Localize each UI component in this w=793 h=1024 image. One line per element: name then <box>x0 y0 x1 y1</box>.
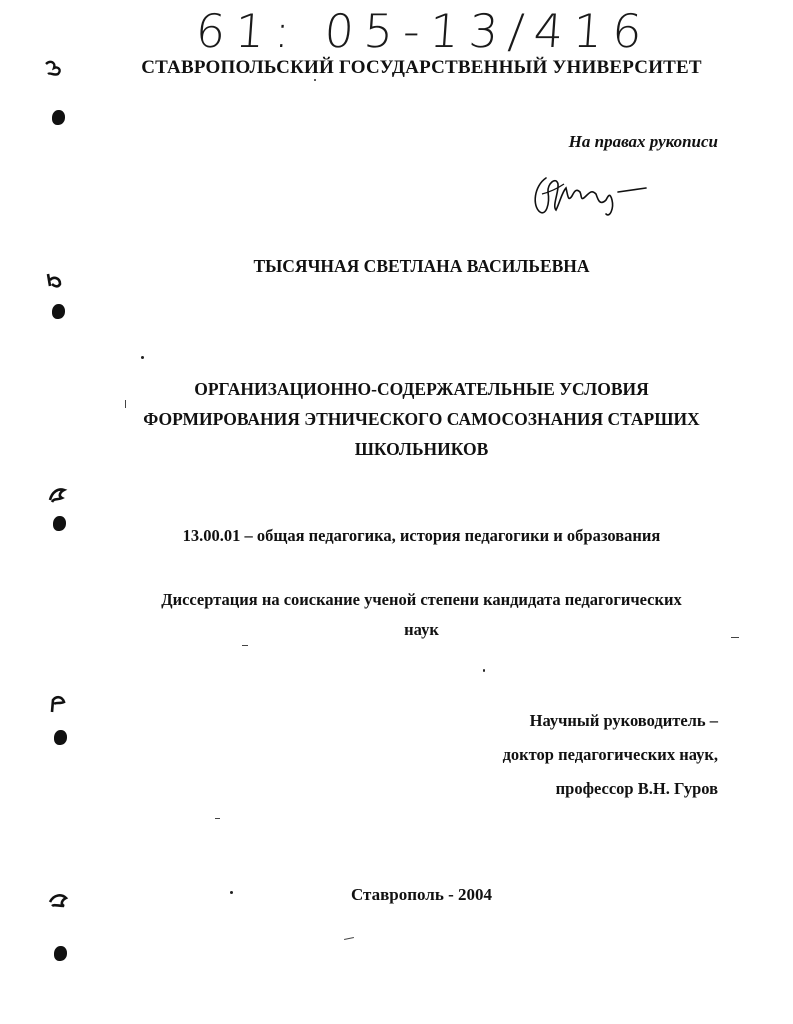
author-name: ТЫСЯЧНАЯ СВЕТЛАНА ВАСИЛЬЕВНА <box>253 256 590 276</box>
binder-hook-icon <box>48 890 70 910</box>
title-line: ФОРМИРОВАНИЯ ЭТНИЧЕСКОГО САМОСОЗНАНИЯ СТАРШИХ <box>143 409 700 429</box>
scan-dash <box>242 645 248 646</box>
dissertation-title <box>40 374 793 464</box>
scan-dash <box>731 637 739 638</box>
scan-speck <box>314 79 316 81</box>
binder-dot-icon <box>52 304 65 319</box>
binder-dot-icon <box>54 946 67 961</box>
binder-hook-icon <box>48 694 70 714</box>
scan-speck <box>230 891 233 894</box>
scan-speck <box>483 669 485 672</box>
binder-dot-icon <box>54 730 67 745</box>
manuscript-rights-note: На правах рукописи <box>568 132 718 151</box>
binder-dot-icon <box>53 516 66 531</box>
supervisor-line: Научный руководитель – <box>529 711 718 730</box>
supervisor-line: профессор В.Н. Гуров <box>555 779 718 798</box>
supervisor-block <box>503 704 718 806</box>
scan-speck <box>141 356 144 359</box>
scan-dash <box>215 818 220 819</box>
title-line: ШКОЛЬНИКОВ <box>354 439 489 459</box>
scan-dash <box>344 937 354 940</box>
handwritten-archive-number: 61: 05-13/416 <box>194 4 654 58</box>
degree-statement <box>40 585 793 645</box>
scan-dash <box>125 400 126 408</box>
binder-hook-icon <box>48 484 70 504</box>
degree-line: наук <box>404 620 439 639</box>
binder-hook-icon <box>44 272 66 292</box>
degree-line: Диссертация на соискание ученой степени кандидата педагогических <box>161 590 682 609</box>
binder-hook-icon <box>44 58 66 78</box>
city-year: Ставрополь - 2004 <box>350 885 492 904</box>
handwritten-signature-icon <box>528 166 658 226</box>
binder-dot-icon <box>52 110 65 125</box>
title-line: ОРГАНИЗАЦИОННО-СОДЕРЖАТЕЛЬНЫЕ УСЛОВИЯ <box>194 379 649 399</box>
specialty-code: 13.00.01 – общая педагогика, история педагогики и образования <box>182 526 661 545</box>
supervisor-line: доктор педагогических наук, <box>502 745 718 764</box>
university-name: СТАВРОПОЛЬСКИЙ ГОСУДАРСТВЕННЫЙ УНИВЕРСИТЕТ <box>141 57 702 78</box>
